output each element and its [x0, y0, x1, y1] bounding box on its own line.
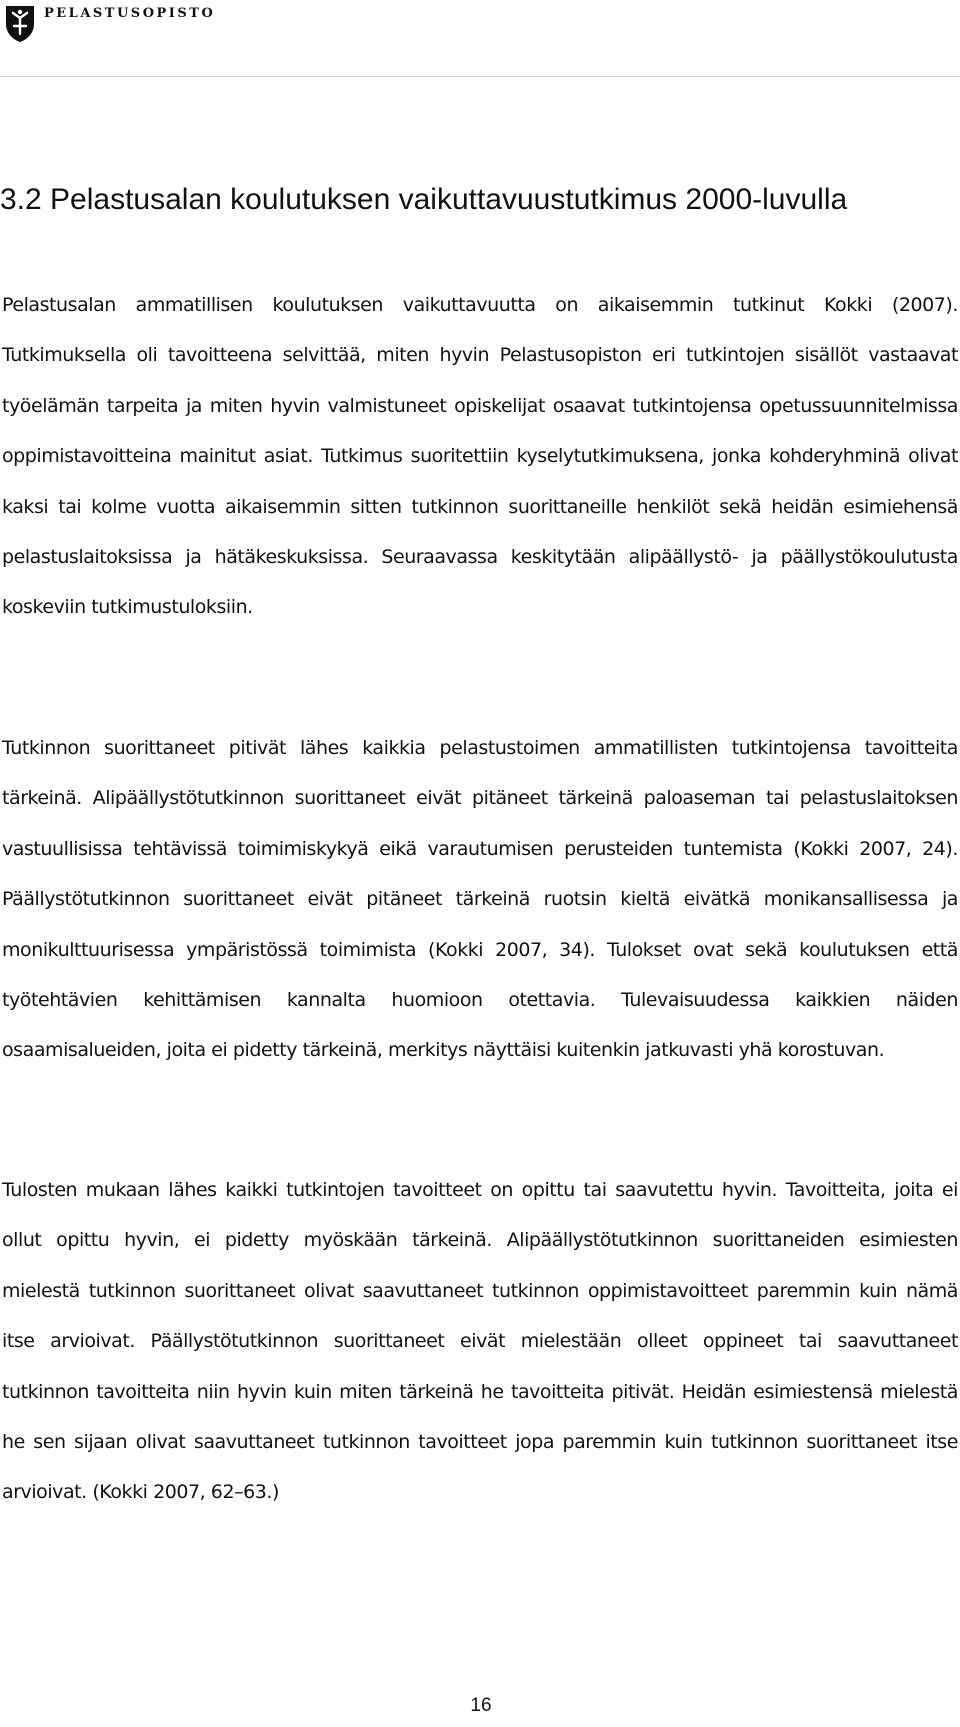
- logo-text: PELASTUSOPISTO: [44, 6, 216, 21]
- body-paragraph-1: Pelastusalan ammatillisen koulutuksen vaikuttavuutta on aikaisemmin tutkinut Kokki (2007). Tutkimuksella oli tavoitteena selvittää, miten hyvin Pelastusopiston eri tutkintojen sisällöt vastaavat työelämän tarpeita ja miten hyvin valmistuneet opiskelijat osaavat tutkintojensa opetussuunnitelmissa oppimistavoitteina mainitut asiat. Tutkimus suoritettiin kyselytutkimuksena, jonka kohderyhminä olivat kaksi tai kolme vuotta aikaisemmin sitten tutkinnon suorittaneille henkilöt sekä heidän esimiehensä pelastuslaitoksissa ja hätäkeskuksissa. Seuraavassa keskitytään alipäällystö- ja päällystökoulutusta koskeviin tutkimustuloksiin.: [2, 294, 958, 619]
- page-header: [0, 0, 960, 78]
- header-divider: [0, 76, 960, 77]
- section-heading: 3.2 Pelastusalan koulutuksen vaikuttavuustutkimus 2000-luvulla: [0, 183, 848, 216]
- body-paragraph-3: Tulosten mukaan lähes kaikki tutkintojen tavoitteet on opittu tai saavutettu hyvin. Tavoitteita, joita ei ollut opittu hyvin, ei pidetty myöskään tärkeinä. Alipäällystötutkinnon suorittaneiden esimiesten mielestä tutkinnon suorittaneet olivat saavuttaneet tutkinnon oppimistavoitteet paremmin kuin nämä itse arvioivat. Päällystötutkinnon suorittaneet eivät mielestään olleet oppineet tai saavuttaneet tutkinnon tavoitteita niin hyvin kuin miten tärkeinä he tavoitteita pitivät. Heidän esimiestensä mielestä he sen sijaan olivat saavuttaneet tutkinnon tavoitteet jopa paremmin kuin tutkinnon suorittaneet itse arvioivat. (Kokki 2007, 62–63.): [2, 1179, 958, 1504]
- page-number: 16: [470, 1695, 492, 1716]
- coat-of-arms-icon: [4, 4, 36, 44]
- body-paragraph-2: Tutkinnon suorittaneet pitivät lähes kaikkia pelastustoimen ammatillisten tutkintojensa tavoitteita tärkeinä. Alipäällystötutkinnon suorittaneet eivät pitäneet tärkeinä paloaseman tai pelastuslaitoksen vastuullisissa tehtävissä toimimiskykyä eikä varautumisen perusteiden tuntemista (Kokki 2007, 24). Päällystötutkinnon suorittaneet eivät pitäneet tärkeinä ruotsin kieltä eivätkä monikansallisessa ja monikulttuurisessa ympäristössä toimimista (Kokki 2007, 34). Tulokset ovat sekä koulutuksen että työtehtävien kehittämisen kannalta huomioon otettavia. Tulevaisuudessa kaikkien näiden osaamisalueiden, joita ei pidetty tärkeinä, merkitys näyttäisi kuitenkin jatkuvasti yhä korostuvan.: [2, 737, 958, 1062]
